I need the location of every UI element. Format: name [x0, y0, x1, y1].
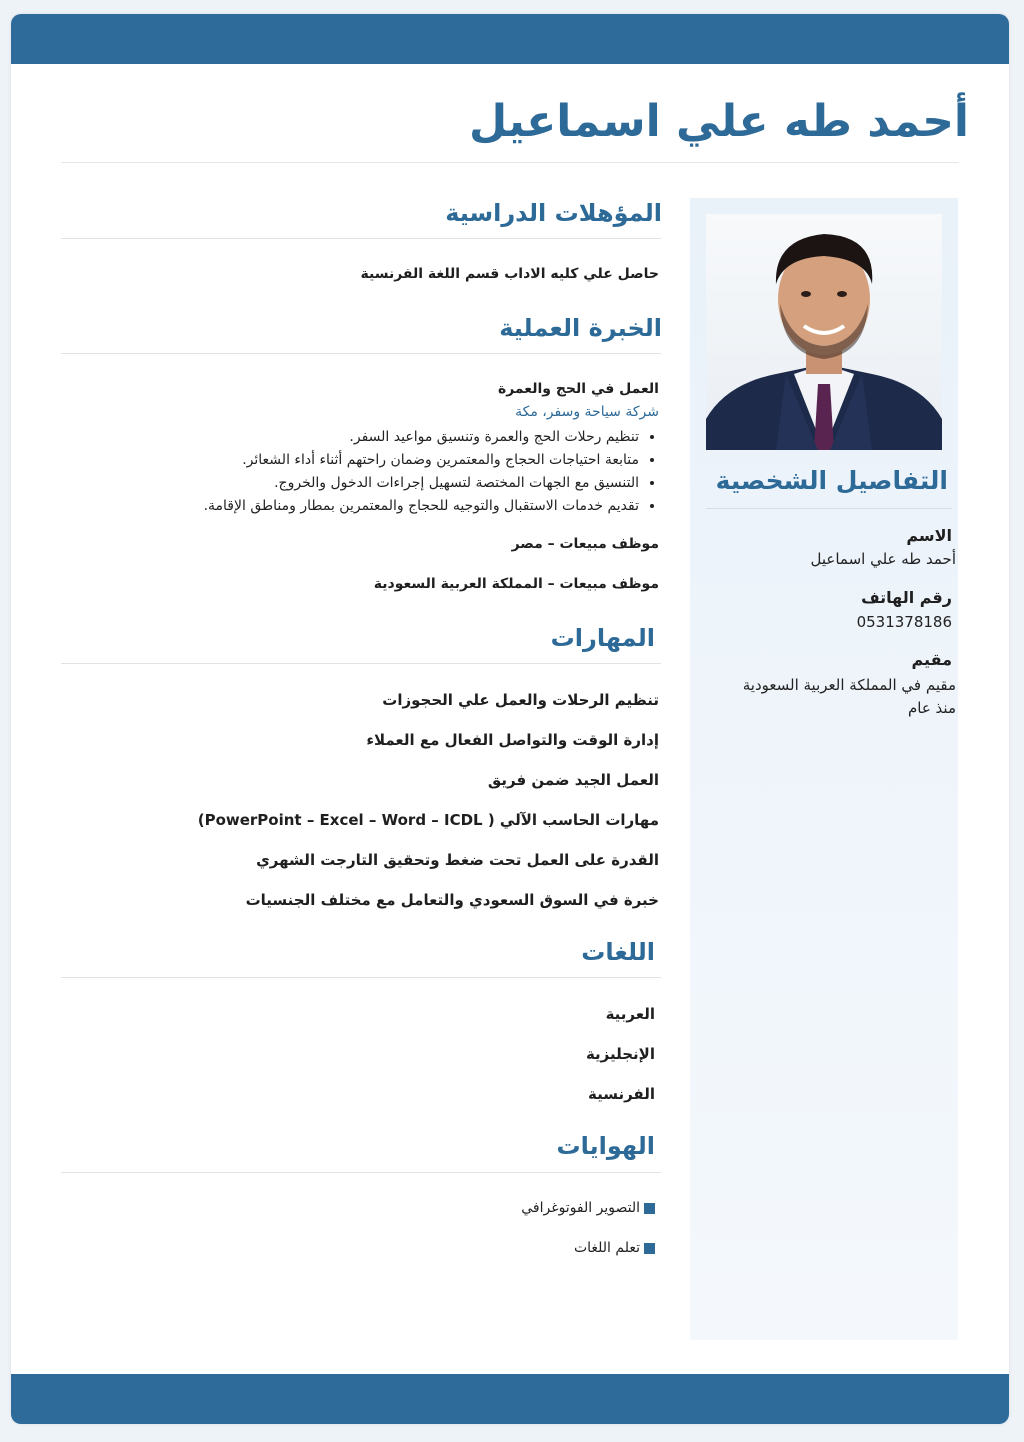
education-text: حاصل علي كليه الاداب قسم اللغة الفرنسية — [360, 266, 659, 282]
square-bullet-icon — [644, 1243, 655, 1254]
experience-title: الخبرة العملية — [499, 314, 662, 342]
skill-item: مهارات الحاسب الآلي ( PowerPoint – Excel – Word – ICDL) — [197, 811, 659, 829]
phone-label: رقم الهاتف — [861, 588, 952, 607]
residence-value: مقيم في المملكة العربية السعودية — [742, 676, 956, 694]
personal-details-title: التفاصيل الشخصية — [715, 466, 948, 495]
profile-photo-icon — [706, 214, 942, 450]
language-item: العربية — [605, 1005, 655, 1023]
name-value: أحمد طه علي اسماعيل — [810, 550, 956, 568]
skill-item: إدارة الوقت والتواصل الفعال مع العملاء — [366, 731, 659, 749]
residence-value-line2: منذ عام — [907, 699, 956, 717]
experience-divider — [61, 353, 661, 354]
hobbies-divider — [61, 1172, 661, 1173]
hobby-label: التصوير الفوتوغرافي — [521, 1200, 640, 1216]
resume-page — [11, 14, 1009, 1424]
skill-item: القدرة على العمل تحت ضغط وتحقيق التارجت الشهري — [256, 851, 659, 869]
header-divider — [61, 162, 959, 163]
job-title: العمل في الحج والعمرة — [497, 381, 659, 397]
skills-title: المهارات — [550, 624, 655, 652]
residence-label: مقيم — [911, 650, 952, 669]
hobbies-title: الهوايات — [556, 1132, 655, 1160]
skill-item: خبرة في السوق السعودي والتعامل مع مختلف الجنسيات — [245, 891, 659, 909]
job3-title: موظف مبيعات – المملكة العربية السعودية — [373, 576, 659, 592]
hobby-label: تعلم اللغات — [573, 1240, 640, 1256]
education-title: المؤهلات الدراسية — [445, 199, 662, 227]
hobby-item — [574, 1240, 655, 1256]
sidebar-divider — [706, 508, 952, 509]
education-divider — [61, 238, 661, 239]
personal-details-sidebar — [690, 198, 958, 1340]
language-item: الفرنسية — [587, 1085, 655, 1103]
name-label: الاسم — [906, 526, 952, 545]
phone-value: 0531378186 — [856, 613, 952, 631]
profile-photo — [706, 214, 942, 450]
list-item: • متابعة احتياجات الحجاج والمعتمرين وضمان راحتهم أثناء أداء الشعائر. — [204, 449, 639, 472]
job2-title: موظف مبيعات – مصر — [511, 536, 659, 552]
language-item: الإنجليزية — [585, 1045, 655, 1063]
hobby-item — [521, 1200, 655, 1216]
list-item: • التنسيق مع الجهات المختصة لتسهيل إجراءات الدخول والخروج. — [204, 472, 639, 495]
skills-divider — [61, 663, 661, 664]
languages-divider — [61, 977, 661, 978]
job-duties-list — [204, 426, 659, 518]
list-item: • تنظيم رحلات الحج والعمرة وتنسيق مواعيد السفر. — [204, 426, 639, 449]
candidate-name: أحمد طه علي اسماعيل — [469, 96, 969, 147]
list-item: • تقديم خدمات الاستقبال والتوجيه للحجاج والمعتمرين بمطار ومناطق الإقامة. — [204, 495, 639, 518]
bottom-accent-bar — [11, 1374, 1009, 1424]
languages-title: اللغات — [581, 938, 655, 966]
top-accent-bar — [11, 14, 1009, 64]
job-company: شركة سياحة وسفر، مكة — [515, 404, 659, 420]
skill-item: تنظيم الرحلات والعمل علي الحجوزات — [382, 691, 659, 709]
skill-item: العمل الجيد ضمن فريق — [487, 771, 659, 789]
square-bullet-icon — [644, 1203, 655, 1214]
